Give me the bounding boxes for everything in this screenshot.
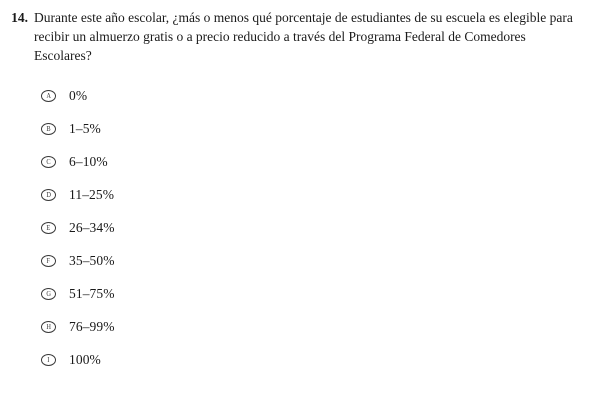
answer-option-a[interactable] xyxy=(41,79,600,112)
bubble-icon-d[interactable] xyxy=(41,189,56,201)
answer-option-label-e: 26–34% xyxy=(69,220,115,235)
bubble-icon-g[interactable] xyxy=(41,288,56,300)
answer-option-label-h: 76–99% xyxy=(69,319,115,334)
answer-option-c[interactable] xyxy=(41,145,600,178)
answer-option-h[interactable] xyxy=(41,310,600,343)
bubble-letter-e: E xyxy=(46,222,51,232)
answer-options-list xyxy=(8,79,600,376)
answer-option-label-g: 51–75% xyxy=(69,286,115,301)
answer-option-d[interactable] xyxy=(41,178,600,211)
question-block xyxy=(8,8,600,65)
bubble-icon-h[interactable] xyxy=(41,321,56,333)
bubble-letter-d: D xyxy=(46,189,51,199)
answer-option-label-c: 6–10% xyxy=(69,154,108,169)
answer-option-label-d: 11–25% xyxy=(69,187,115,202)
bubble-icon-c[interactable] xyxy=(41,156,56,168)
question-number: 14. xyxy=(11,10,28,25)
answer-option-label-b: 1–5% xyxy=(69,121,101,136)
bubble-letter-g: G xyxy=(46,288,51,298)
bubble-icon-f[interactable] xyxy=(41,255,56,267)
bubble-icon-e[interactable] xyxy=(41,222,56,234)
answer-option-g[interactable] xyxy=(41,277,600,310)
bubble-icon-b[interactable] xyxy=(41,123,56,135)
answer-option-b[interactable] xyxy=(41,112,600,145)
answer-option-label-a: 0% xyxy=(69,88,88,103)
answer-option-e[interactable] xyxy=(41,211,600,244)
answer-option-label-f: 35–50% xyxy=(69,253,115,268)
bubble-letter-b: B xyxy=(46,123,51,133)
bubble-letter-f: F xyxy=(46,255,51,265)
bubble-letter-a: A xyxy=(46,90,51,100)
bubble-letter-h: H xyxy=(46,321,51,331)
answer-option-i[interactable] xyxy=(41,343,600,376)
bubble-icon-a[interactable] xyxy=(41,90,56,102)
bubble-letter-c: C xyxy=(46,156,51,166)
answer-option-f[interactable] xyxy=(41,244,600,277)
bubble-letter-i: I xyxy=(47,354,50,364)
bubble-icon-i[interactable] xyxy=(41,354,56,366)
answer-option-label-i: 100% xyxy=(69,352,101,367)
question-text: Durante este año escolar, ¿más o menos qué porcentaje de estudiantes de su escuela es elegible para recibir un almuerzo gratis o a precio reducido a través del Programa Federal de Comedores Escolares? xyxy=(34,10,573,63)
